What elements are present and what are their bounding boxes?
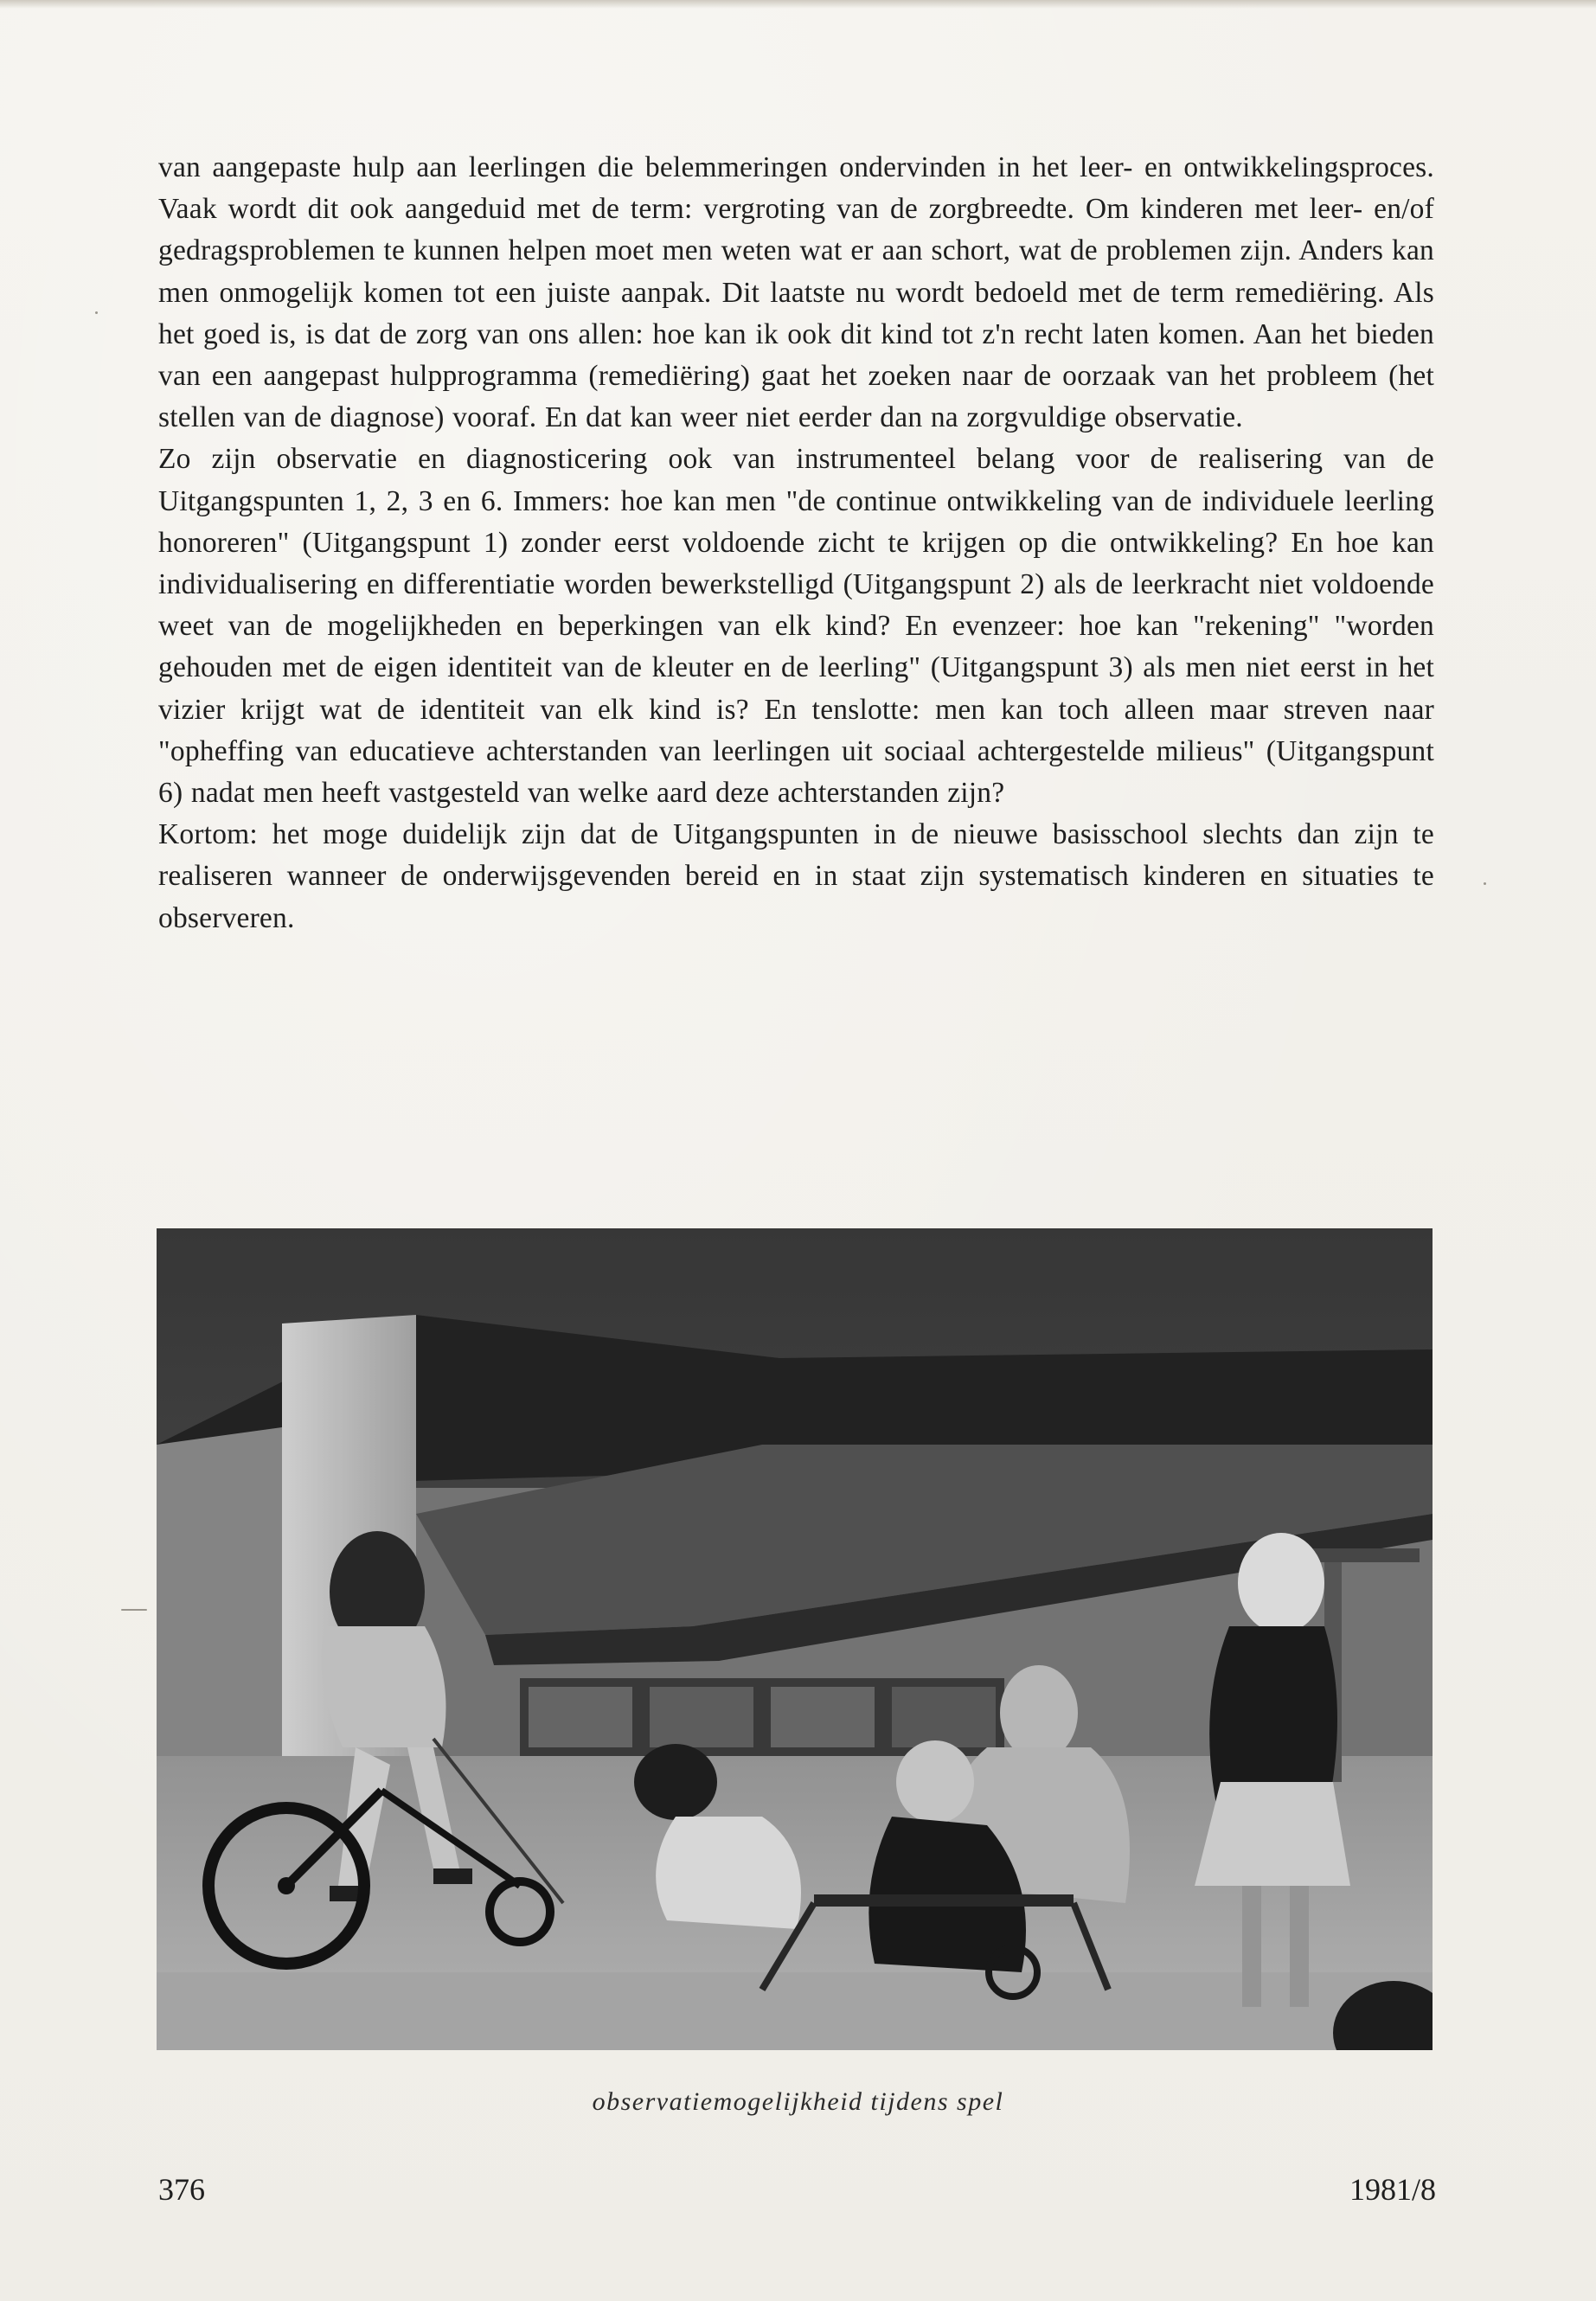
paper-speck (121, 1609, 147, 1611)
page-edge (0, 0, 1596, 9)
paper-speck (95, 311, 98, 314)
paper-speck (1484, 882, 1486, 885)
paragraph-3: Kortom: het moge duidelijk zijn dat de Uitgangspunten in de nieuwe basisschool slechts dan zijn te realiseren wanneer de onderwijsgevenden bereid en in staat zijn systematisch kinderen en situaties te observeren. (158, 818, 1434, 934)
figure-caption: observatiemogelijkheid tijdens spel (592, 2087, 1004, 2116)
photo-children-playing (157, 1228, 1433, 2050)
issue-number: 1981/8 (1349, 2172, 1436, 2207)
body-text (158, 147, 1434, 939)
paragraph-2: Zo zijn observatie en diagnosticering ook van instrumenteel belang voor de realisering van de Uitgangspunten 1, 2, 3 en 6. Immers: hoe kan men "de continue ontwikkeling van de individuele leerling honoreren" (Uitgangspunt 1) zonder eerst voldoende zicht te krijgen op die ontwikkeling? En hoe kan individualisering en differentiatie worden bewerkstelligd (Uitgangspunt 2) als de leerkracht niet voldoende weet van de mogelijkheden en beperkingen van elk kind? En evenzeer: hoe kan "rekening" "worden gehouden met de eigen identiteit van de kleuter en de leerling" (Uitgangspunt 3) als men niet eerst in het vizier krijgt wat de identiteit van elk kind is? En tenslotte: men kan toch alleen maar streven naar "opheffing van educatieve achterstanden van leerlingen uit sociaal achtergestelde milieus" (Uitgangspunt 6) nadat men heeft vastgesteld van welke aard deze achterstanden zijn? (158, 443, 1434, 810)
paragraph-1: van aangepaste hulp aan leerlingen die belemmeringen ondervinden in het leer- en ontwikkelingsproces. Vaak wordt dit ook aangeduid met de term: vergroting van de zorgbreedte. Om kinderen met leer- en/of gedragsproblemen te kunnen helpen moet men weten wat er aan schort, wat de problemen zijn. Anders kan men onmogelijk komen tot een juiste aanpak. Dit laatste nu wordt bedoeld met de term remediëring. Als het goed is, is dat de zorg van ons allen: hoe kan ik ook dit kind tot z'n recht laten komen. Aan het bieden van een aangepast hulpprogramma (remediëring) gaat het zoeken naar de oorzaak van het probleem (het stellen van de diagnose) vooraf. En dat kan weer niet eerder dan na zorgvuldige observatie. (158, 151, 1434, 434)
page-number: 376 (158, 2172, 205, 2207)
